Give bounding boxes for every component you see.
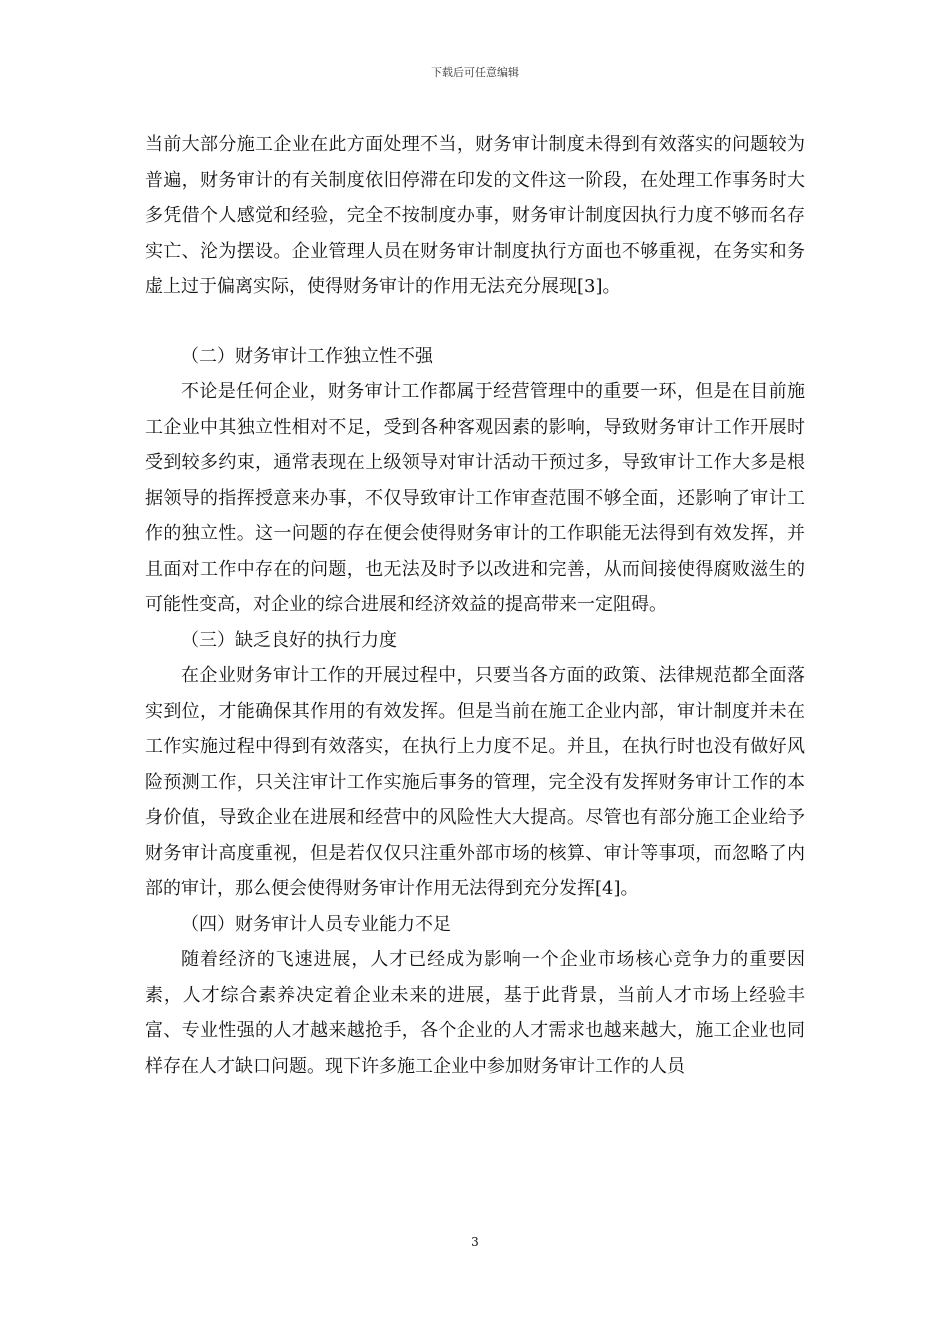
page-header: 下载后可任意编辑 (431, 66, 519, 79)
paragraph-spacer (145, 305, 805, 339)
paragraph-3: 在企业财务审计工作的开展过程中，只要当各方面的政策、法律规范都全面落实到位，才能确保其作用的有效发挥。但是当前在施工企业内部，审计制度并未在工作实施过程中得到有效落实，在执行上力度不足。并且，在执行时也没有做好风险预测工作，只关注审计工作实施后事务的管理，完全没有发挥财务审计工作的本身价值，导致企业在进展和经营中的风险性大大提高。尽管也有部分施工企业给予财务审计高度重视，但是若仅仅只注重外部市场的核算、审计等事项，而忽略了内部的审计，那么便会使得财务审计作用无法得到充分发挥[4]。 (145, 665, 805, 899)
paragraph-2: 不论是任何企业，财务审计工作都属于经营管理中的重要一环，但是在目前施工企业中其独立性相对不足，受到各种客观因素的影响，导致财务审计工作开展时受到较多约束，通常表现在上级领导对审计活动干预过多，导致审计工作大多是根据领导的指挥授意来办事，不仅导致审计工作审查范围不够全面，还影响了审计工作的独立性。这一问题的存在便会使得财务审计的工作职能无法得到有效发挥，并且面对工作中存在的问题，也无法及时予以改进和完善，从而间接使得腐败滋生的可能性变高，对企业的综合进展和经济效益的提高带来一定阻碍。 (145, 381, 805, 615)
paragraph-continued: 当前大部分施工企业在此方面处理不当，财务审计制度未得到有效落实的问题较为普遍，财务审计的有关制度依旧停滞在印发的文件这一阶段，在处理工作事务时大多凭借个人感觉和经验，完全不按制度办事，财务审计制度因执行力度不够而名存实亡、沦为摆设。企业管理人员在财务审计制度执行方面也不够重视，在务实和务虚上过于偏离实际，使得财务审计的作用无法充分展现[3]。 (145, 134, 805, 297)
document-body (145, 127, 805, 1084)
section-heading-3: （三）缺乏良好的执行力度 (181, 629, 397, 651)
section-heading-4: （四）财务审计人员专业能力不足 (181, 913, 451, 935)
section-heading-2: （二）财务审计工作独立性不强 (181, 345, 433, 367)
page-number: 3 (471, 1235, 479, 1249)
paragraph-4: 随着经济的飞速进展，人才已经成为影响一个企业市场核心竞争力的重要因素，人才综合素养决定着企业未来的进展，基于此背景，当前人才市场上经验丰富、专业性强的人才越来越抢手，各个企业的人才需求也越来越大，施工企业也同样存在人才缺口问题。现下许多施工企业中参加财务审计工作的人员 (145, 949, 805, 1077)
